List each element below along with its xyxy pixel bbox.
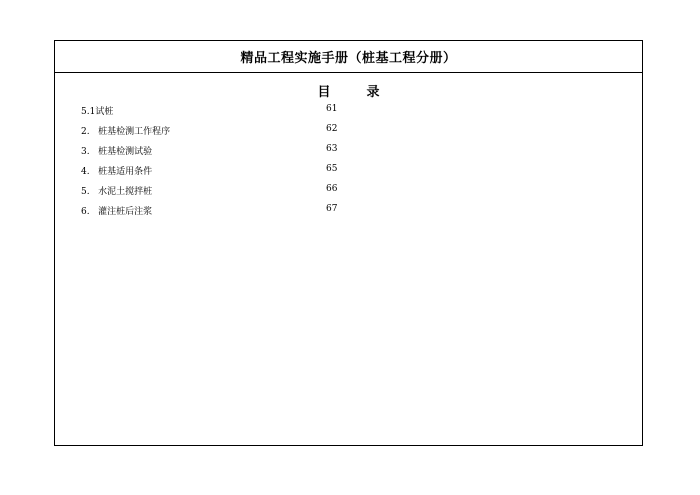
document-title: 精品工程实施手册（桩基工程分册）: [240, 51, 457, 66]
toc-item-label: 3. 桩基检测试验: [81, 147, 153, 157]
toc-heading: [55, 81, 642, 100]
toc-item-page: 65: [326, 164, 338, 174]
toc-heading-right: 录: [366, 85, 380, 100]
header-bar: [55, 41, 642, 73]
toc-item-page: 66: [326, 184, 338, 194]
toc-item[interactable]: [55, 104, 642, 124]
toc-item-label: 5. 水泥土搅拌桩: [81, 187, 153, 197]
toc-item-label: 2. 桩基检测工作程序: [81, 127, 171, 137]
page-frame: [54, 40, 643, 446]
toc-item[interactable]: [55, 144, 642, 164]
toc-item[interactable]: [55, 184, 642, 204]
toc-item-page: 63: [326, 144, 338, 154]
toc-item-label: 5.1试桩: [81, 107, 114, 117]
toc-item-page: 62: [326, 124, 338, 134]
toc-item[interactable]: [55, 124, 642, 144]
toc-item-page: 61: [326, 104, 338, 114]
toc-list: [55, 104, 642, 224]
toc-item-label: 6. 灌注桩后注浆: [81, 207, 153, 217]
toc-item-page: 67: [326, 204, 338, 214]
toc-heading-left: 目: [317, 85, 331, 100]
toc-item-label: 4. 桩基适用条件: [81, 167, 153, 177]
toc-item[interactable]: [55, 204, 642, 224]
toc-item[interactable]: [55, 164, 642, 184]
